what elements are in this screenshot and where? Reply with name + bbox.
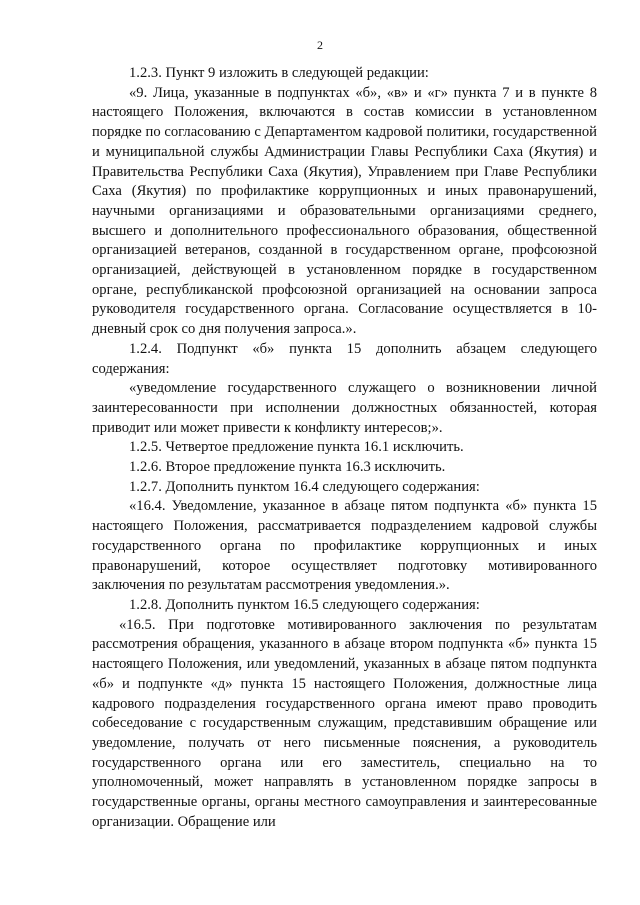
paragraph-clause-16-4: «16.4. Уведомление, указанное в абзаце пятом подпункта «б» пункта 15 настоящего Положения, рассматривается подразделением кадровой службы государственного органа по профилактике коррупционных и иных правонарушений, которое осуществляет подготовку мотивированного заключения по результатам рассмотрения уведомления.». — [92, 498, 597, 594]
paragraph-1-2-8: 1.2.8. Дополнить пунктом 16.5 следующего содержания: — [129, 596, 480, 613]
paragraph-1-2-4: 1.2.4. Подпункт «б» пункта 15 дополнить абзацем следующего содержания: — [92, 340, 597, 377]
paragraph-1-2-3: 1.2.3. Пункт 9 изложить в следующей редакции: — [129, 65, 429, 81]
document-body — [92, 64, 597, 832]
paragraph-clause-9: «9. Лица, указанные в подпунктах «б», «в» и «г» пункта 7 и в пункте 8 настоящего Положения, включаются в состав комиссии в установленном порядке по согласованию с Департаментом кадровой политики, государственной и муниципальной службы Администрации Главы Республики Саха (Якутия) и Правительства Республики Саха (Якутия), Управлением при Главе Республики Саха (Якутия) по профилактике коррупционных и иных правонарушений, научными организациями и образовательными организациями среднего, высшего и дополнительного профессионального образования, общественной организацией ветеранов, созданной в государственном органе, профсоюзной организацией, действующей в установленном порядке в государственном органе, республиканской профсоюзной организацией на основании запроса руководителя государственного органа. Согласование осуществляется в 10-дневный срок со дня получения запроса.». — [92, 84, 597, 338]
paragraph-1-2-5: 1.2.5. Четвертое предложение пункта 16.1 исключить. — [129, 439, 464, 456]
page-number: 2 — [317, 38, 323, 52]
paragraph-1-2-6: 1.2.6. Второе предложение пункта 16.3 исключить. — [129, 459, 446, 476]
paragraph-notification-quote: «уведомление государственного служащего о возникновении личной заинтересованности при исполнении должностных обязанностей, которая приводит или может привести к конфликту интересов;». — [92, 380, 597, 436]
paragraph-1-2-7: 1.2.7. Дополнить пунктом 16.4 следующего содержания: — [129, 478, 480, 495]
paragraph-clause-16-5: «16.5. При подготовке мотивированного заключения по результатам рассмотрения обращения, указанного в абзаце втором подпункта «б» пункта 15 настоящего Положения, или уведомлений, указанных в абзаце пятом подпункта «б» и подпункте «д» пункта 15 настоящего Положения, должностные лица кадрового подразделения государственного органа имеют право проводить собеседование с государственным служащим, представившим обращение или уведомление, получать от него письменные пояснения, а руководитель государственного органа или его заместитель, специально на то уполномоченный, может направлять в установленном порядке запросы в государственные органы, органы местного самоуправления и заинтересованные организации. Обращение или — [92, 616, 597, 830]
